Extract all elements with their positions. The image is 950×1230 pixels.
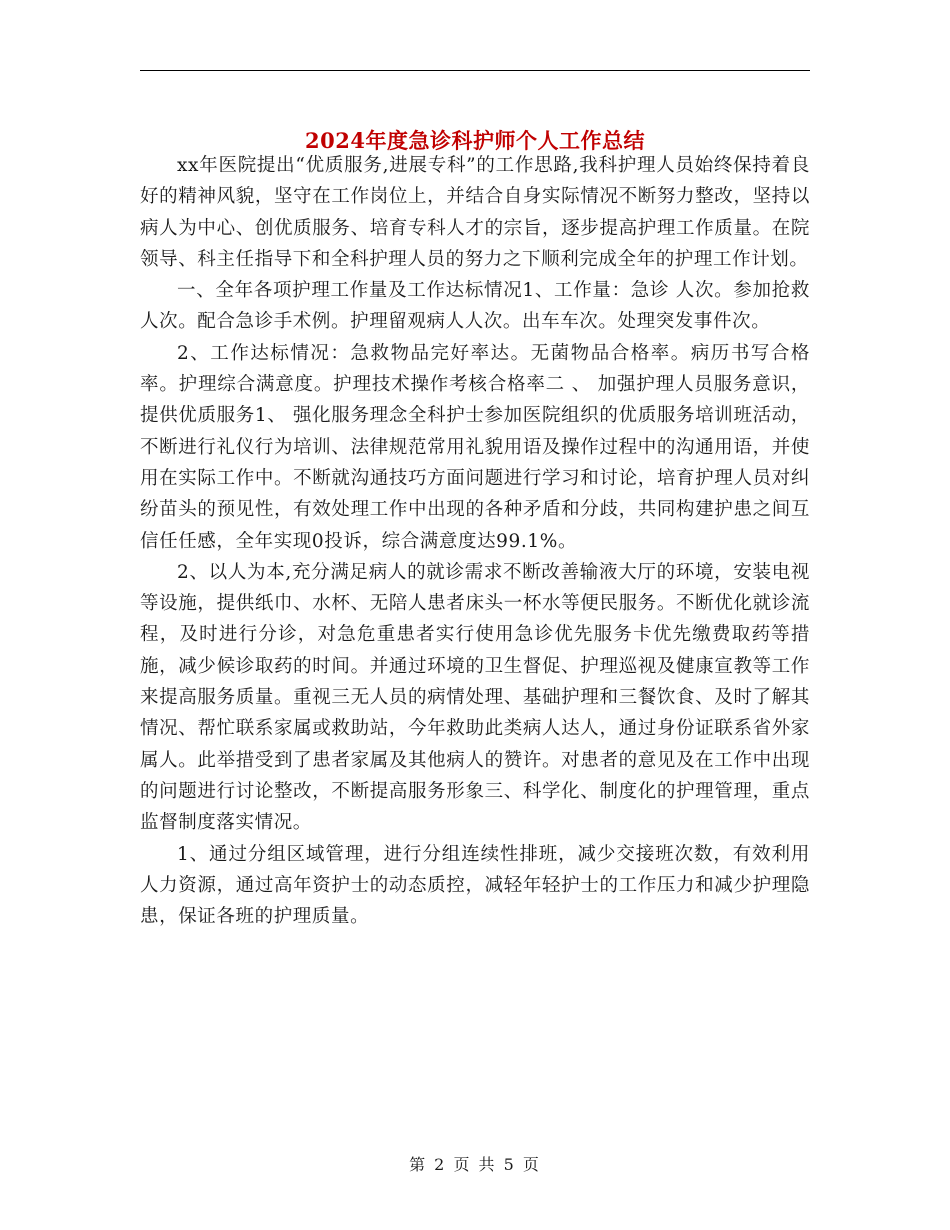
paragraph-1: xx年医院提出“优质服务,进展专科”的工作思路,我科护理人员始终保持着良好的精神风貌，坚守在工作岗位上，并结合自身实际情况不断努力整改，坚持以病人为中心、创优质服务、培育专科人才的宗旨，逐步提高护理工作质量。在院领导、科主任指导下和全科护理人员的努力之下顺利完成全年的护理工作计划。 bbox=[140, 155, 810, 270]
document-title: 2024年度急诊科护师个人工作总结 bbox=[305, 128, 645, 154]
paragraph-3: 2、工作达标情况：急救物品完好率达。无菌物品合格率。病历书写合格率。护理综合满意度。护理技术操作考核合格率二 、 加强护理人员服务意识，提供优质服务1、 强化服务理念全科护士参加医院组织的优质服务培训班活动，不断进行礼仪行为培训、法律规范常用礼貌用语及操作过程中的沟通用语，并使用在实际工作中。不断就沟通技巧方面问题进行学习和讨论，培育护理人员对纠纷苗头的预见性，有效处理工作中出现的各种矛盾和分歧，共同构建护患之间互信任任感，全年实现0投诉，综合满意度达99.1%。 bbox=[140, 342, 810, 552]
header-rule bbox=[140, 70, 810, 71]
document-body bbox=[140, 150, 810, 932]
page-number: 第 2 页 共 5 页 bbox=[409, 1155, 541, 1174]
paragraph-2: 一、全年各项护理工作量及工作达标情况1、工作量：急诊 人次。参加抢救 人次。配合急诊手术例。护理留观病人人次。出车车次。处理突发事件次。 bbox=[140, 280, 810, 333]
paragraph-5: 1、通过分组区域管理，进行分组连续性排班，减少交接班次数，有效利用人力资源，通过高年资护士的动态质控，减轻年轻护士的工作压力和减少护理隐患，保证各班的护理质量。 bbox=[140, 843, 810, 928]
paragraph-4: 2、以人为本,充分满足病人的就诊需求不断改善输液大厅的环境，安装电视等设施，提供纸巾、水杯、无陪人患者床头一杯水等便民服务。不断优化就诊流程，及时进行分诊，对急危重患者实行使用急诊优先服务卡优先缴费取药等措施，减少候诊取药的时间。并通过环境的卫生督促、护理巡视及健康宣教等工作来提高服务质量。重视三无人员的病情处理、基础护理和三餐饮食、及时了解其情况、帮忙联系家属或救助站，今年救助此类病人达人，通过身份证联系省外家属人。此举措受到了患者家属及其他病人的赞许。对患者的意见及在工作中出现的问题进行讨论整改，不断提高服务形象三、科学化、制度化的护理管理，重点监督制度落实情况。 bbox=[140, 561, 810, 834]
